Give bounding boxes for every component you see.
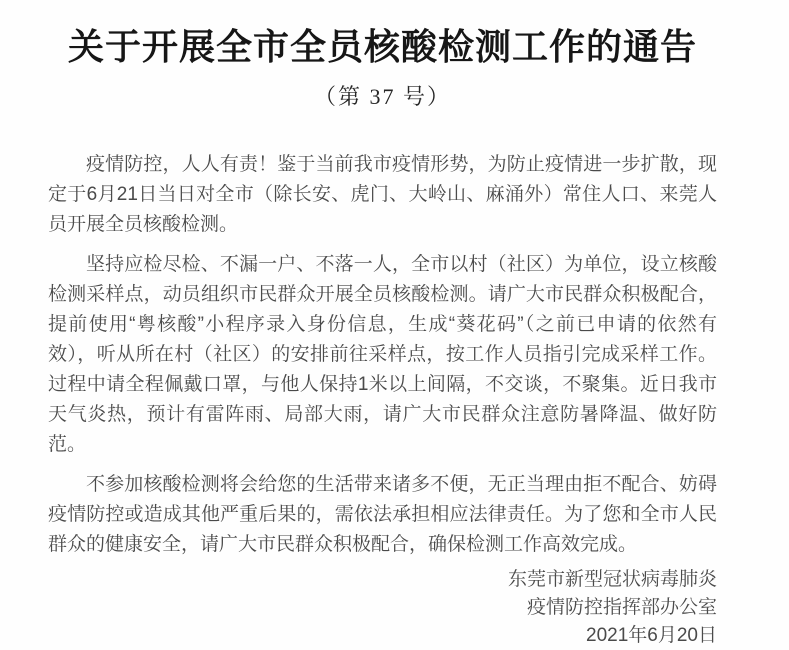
paragraph-testing-arrangements: 坚持应检尽检、不漏一户、不落一人，全市以村（社区）为单位，设立核酸检测采样点，动员组织市民群众开展全员核酸检测。请广大市民群众积极配合，提前使用“粤核酸”小程序录入身份信息，生成“葵花码”（之前已申请的依然有效），听从所在村（社区）的安排前往采样点，按工作人员指引完成采样工作。过程中请全程佩戴口罩，与他人保持1米以上间隔，不交谈，不聚集。近日我市天气炎热，预计有雷阵雨、局部大雨，请广大市民群众注意防暑降温、做好防范。	[48, 254, 717, 455]
notice-number: （第 37 号）	[313, 84, 451, 109]
notice-title: 关于开展全市全员核酸检测工作的通告	[67, 27, 697, 67]
paragraph-epidemic-scope: 疫情防控，人人有责！鉴于当前我市疫情形势，为防止疫情进一步扩散，现定于6月21日当日对全市（除长安、虎门、大岭山、麻涌外）常住人口、来莞人员开展全员核酸检测。	[48, 154, 717, 235]
paragraph-legal-responsibility: 不参加核酸检测将会给您的生活带来诸多不便，无正当理由拒不配合、妨碍疫情防控或造成其他严重后果的，需依法承担相应法律责任。为了您和全市人民群众的健康安全，请广大市民群众积极配合，确保检测工作高效完成。	[48, 474, 717, 555]
notice-body	[48, 150, 717, 560]
issuer-line-2: 疫情防控指挥部办公室	[526, 597, 717, 618]
issue-date: 2021年6月20日	[586, 625, 717, 646]
issuer-line-1: 东莞市新型冠状病毒肺炎	[507, 569, 717, 590]
signature-block	[48, 566, 717, 650]
